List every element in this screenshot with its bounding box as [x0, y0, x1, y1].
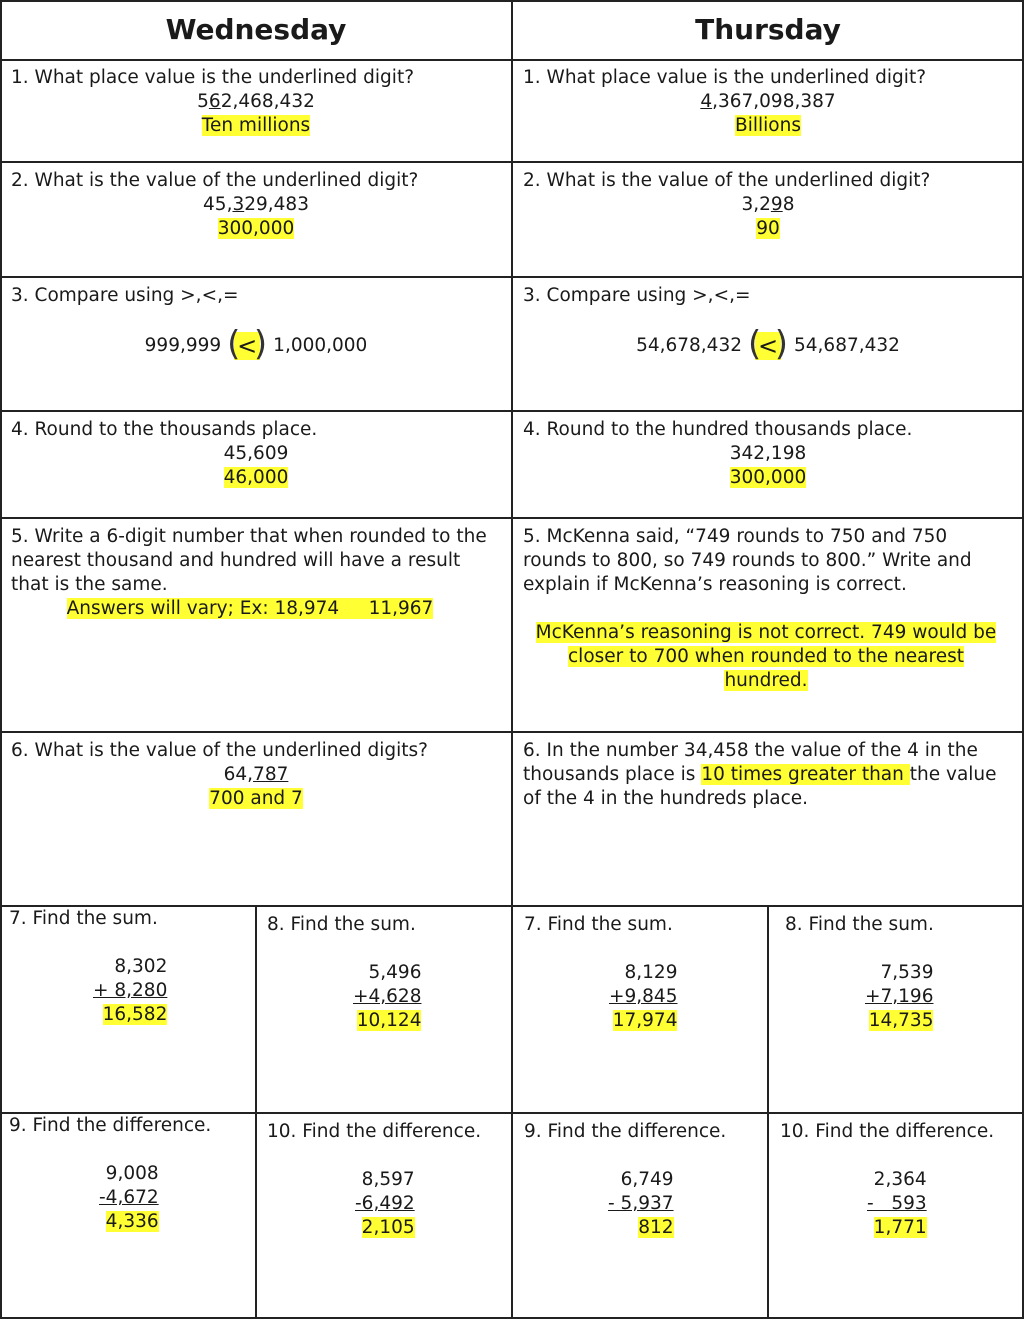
answer: 14,735	[868, 1010, 934, 1031]
thu-q2	[512, 169, 1024, 241]
answer: Billions	[735, 115, 801, 136]
thu-q6	[512, 739, 1012, 811]
header-thursday: Thursday	[695, 13, 841, 46]
compare-symbol: ( < )	[748, 324, 788, 364]
arithmetic	[0, 955, 256, 1027]
question-prompt: 9. Find the difference.	[524, 1121, 727, 1142]
operand-bottom: +9,845	[609, 986, 678, 1007]
answer: Answers will vary; Ex: 18,974 11,967	[66, 598, 434, 619]
arithmetic	[0, 1162, 256, 1234]
operand-top: 8,597	[361, 1169, 415, 1190]
question-prompt: 3. Compare using >,<,=	[11, 285, 239, 306]
answer: 17,974	[612, 1010, 678, 1031]
question-prompt: 4. Round to the hundred thousands place.	[523, 419, 913, 440]
answer: 300,000	[729, 467, 807, 488]
question-prompt: 9. Find the difference.	[9, 1115, 212, 1136]
arithmetic	[512, 1168, 768, 1240]
compare-right: 54,687,432	[794, 335, 900, 356]
comparison	[512, 324, 1024, 364]
thu-q7	[512, 913, 768, 1033]
answer-line: closer to 700 when rounded to the nearest	[568, 646, 964, 667]
arithmetic	[256, 961, 512, 1033]
question-number: 45,609	[223, 443, 289, 464]
compare-left: 999,999	[144, 335, 222, 356]
question-prompt: 2. What is the value of the underlined digit?	[523, 170, 931, 191]
answer: 10 times greater than	[701, 764, 910, 785]
arithmetic	[256, 1168, 512, 1240]
question-prompt: 1. What place value is the underlined digit?	[523, 67, 927, 88]
question-prompt: 3. Compare using >,<,=	[523, 285, 751, 306]
answer: 4,336	[105, 1211, 159, 1232]
compare-right: 1,000,000	[273, 335, 368, 356]
question-number: 45,329,483	[203, 194, 309, 215]
answer: Ten millions	[201, 115, 311, 136]
question-prompt: 10. Find the difference.	[267, 1121, 482, 1142]
compare-symbol: ( < )	[227, 324, 268, 364]
wed-q4	[0, 418, 512, 490]
question-prompt: 2. What is the value of the underlined digit?	[11, 170, 419, 191]
wed-q2	[0, 169, 512, 241]
operand-top: 8,302	[114, 956, 168, 977]
question-prompt: 1. What place value is the underlined digit?	[11, 67, 415, 88]
question-prompt: 7. Find the sum.	[9, 908, 158, 929]
operand-bottom: -4,672	[99, 1187, 159, 1208]
wed-q9	[0, 1114, 256, 1234]
answer: 300,000	[217, 218, 295, 239]
answer: 2,105	[361, 1217, 415, 1238]
question-prompt: 5. McKenna said, “749 rounds to 750 and 750 rounds to 800, so 749 rounds to 800.” Write and explain if McKenna’s reasoning is correct.	[523, 526, 972, 595]
operand-top: 8,129	[624, 962, 678, 983]
question-prompt: 5. Write a 6-digit number that when rounded to the nearest thousand and hundred will have a result that is the same.	[11, 526, 487, 595]
operand-top: 7,539	[880, 962, 934, 983]
operand-top: 5,496	[368, 962, 422, 983]
wed-q3	[0, 284, 512, 364]
operand-bottom: + 8,280	[93, 980, 168, 1001]
operand-top: 6,749	[620, 1169, 674, 1190]
operand-bottom: +4,628	[353, 986, 422, 1007]
thu-q8	[768, 913, 1022, 1033]
arithmetic	[768, 961, 1022, 1033]
question-prompt: 8. Find the sum.	[267, 914, 416, 935]
thu-q3	[512, 284, 1024, 364]
arithmetic	[512, 961, 768, 1033]
question-prompt: 7. Find the sum.	[524, 914, 673, 935]
question-prompt: 10. Find the difference.	[780, 1121, 995, 1142]
answer-line: McKenna’s reasoning is not correct. 749 would be	[535, 622, 997, 643]
comparison	[0, 324, 512, 364]
wed-q7	[0, 907, 256, 1027]
wed-q5	[0, 525, 500, 621]
thu-q5	[512, 525, 1020, 693]
operand-bottom: - 5,937	[608, 1193, 674, 1214]
question-prompt: 6. In the number 34,458 the value of the 4 in the thousands place is 10 times greater than the value of the 4 in the hundreds place.	[523, 740, 997, 809]
wed-q1	[0, 66, 512, 138]
wed-q10	[256, 1120, 512, 1240]
question-prompt: 4. Round to the thousands place.	[11, 419, 318, 440]
question-number: 3,298	[741, 194, 795, 215]
operand-top: 2,364	[873, 1169, 927, 1190]
question-number: 4,367,098,387	[700, 91, 836, 112]
question-prompt: 8. Find the sum.	[785, 914, 934, 935]
wed-q8	[256, 913, 512, 1033]
operand-bottom: +7,196	[865, 986, 934, 1007]
operand-bottom: - 593	[867, 1193, 927, 1214]
arithmetic	[768, 1168, 1022, 1240]
question-number: 64,787	[223, 764, 289, 785]
answer: 46,000	[223, 467, 289, 488]
question-number: 342,198	[729, 443, 807, 464]
operand-top: 9,008	[105, 1163, 159, 1184]
answer: 16,582	[102, 1004, 168, 1025]
answer: 1,771	[873, 1217, 927, 1238]
question-prompt: 6. What is the value of the underlined digits?	[11, 740, 428, 761]
answer-block	[512, 621, 1020, 693]
thu-q10	[768, 1120, 1022, 1240]
operand-bottom: -6,492	[355, 1193, 415, 1214]
answer: 10,124	[356, 1010, 422, 1031]
thu-q9	[512, 1120, 768, 1240]
answer: 700 and 7	[209, 788, 303, 809]
wed-q6	[0, 739, 512, 811]
answer: 812	[638, 1217, 674, 1238]
answer-line: hundred.	[724, 670, 808, 691]
thu-q4	[512, 418, 1024, 490]
header-wednesday: Wednesday	[165, 13, 347, 46]
question-number: 562,468,432	[197, 91, 315, 112]
compare-left: 54,678,432	[636, 335, 742, 356]
thu-q1	[512, 66, 1024, 138]
answer: 90	[756, 218, 780, 239]
